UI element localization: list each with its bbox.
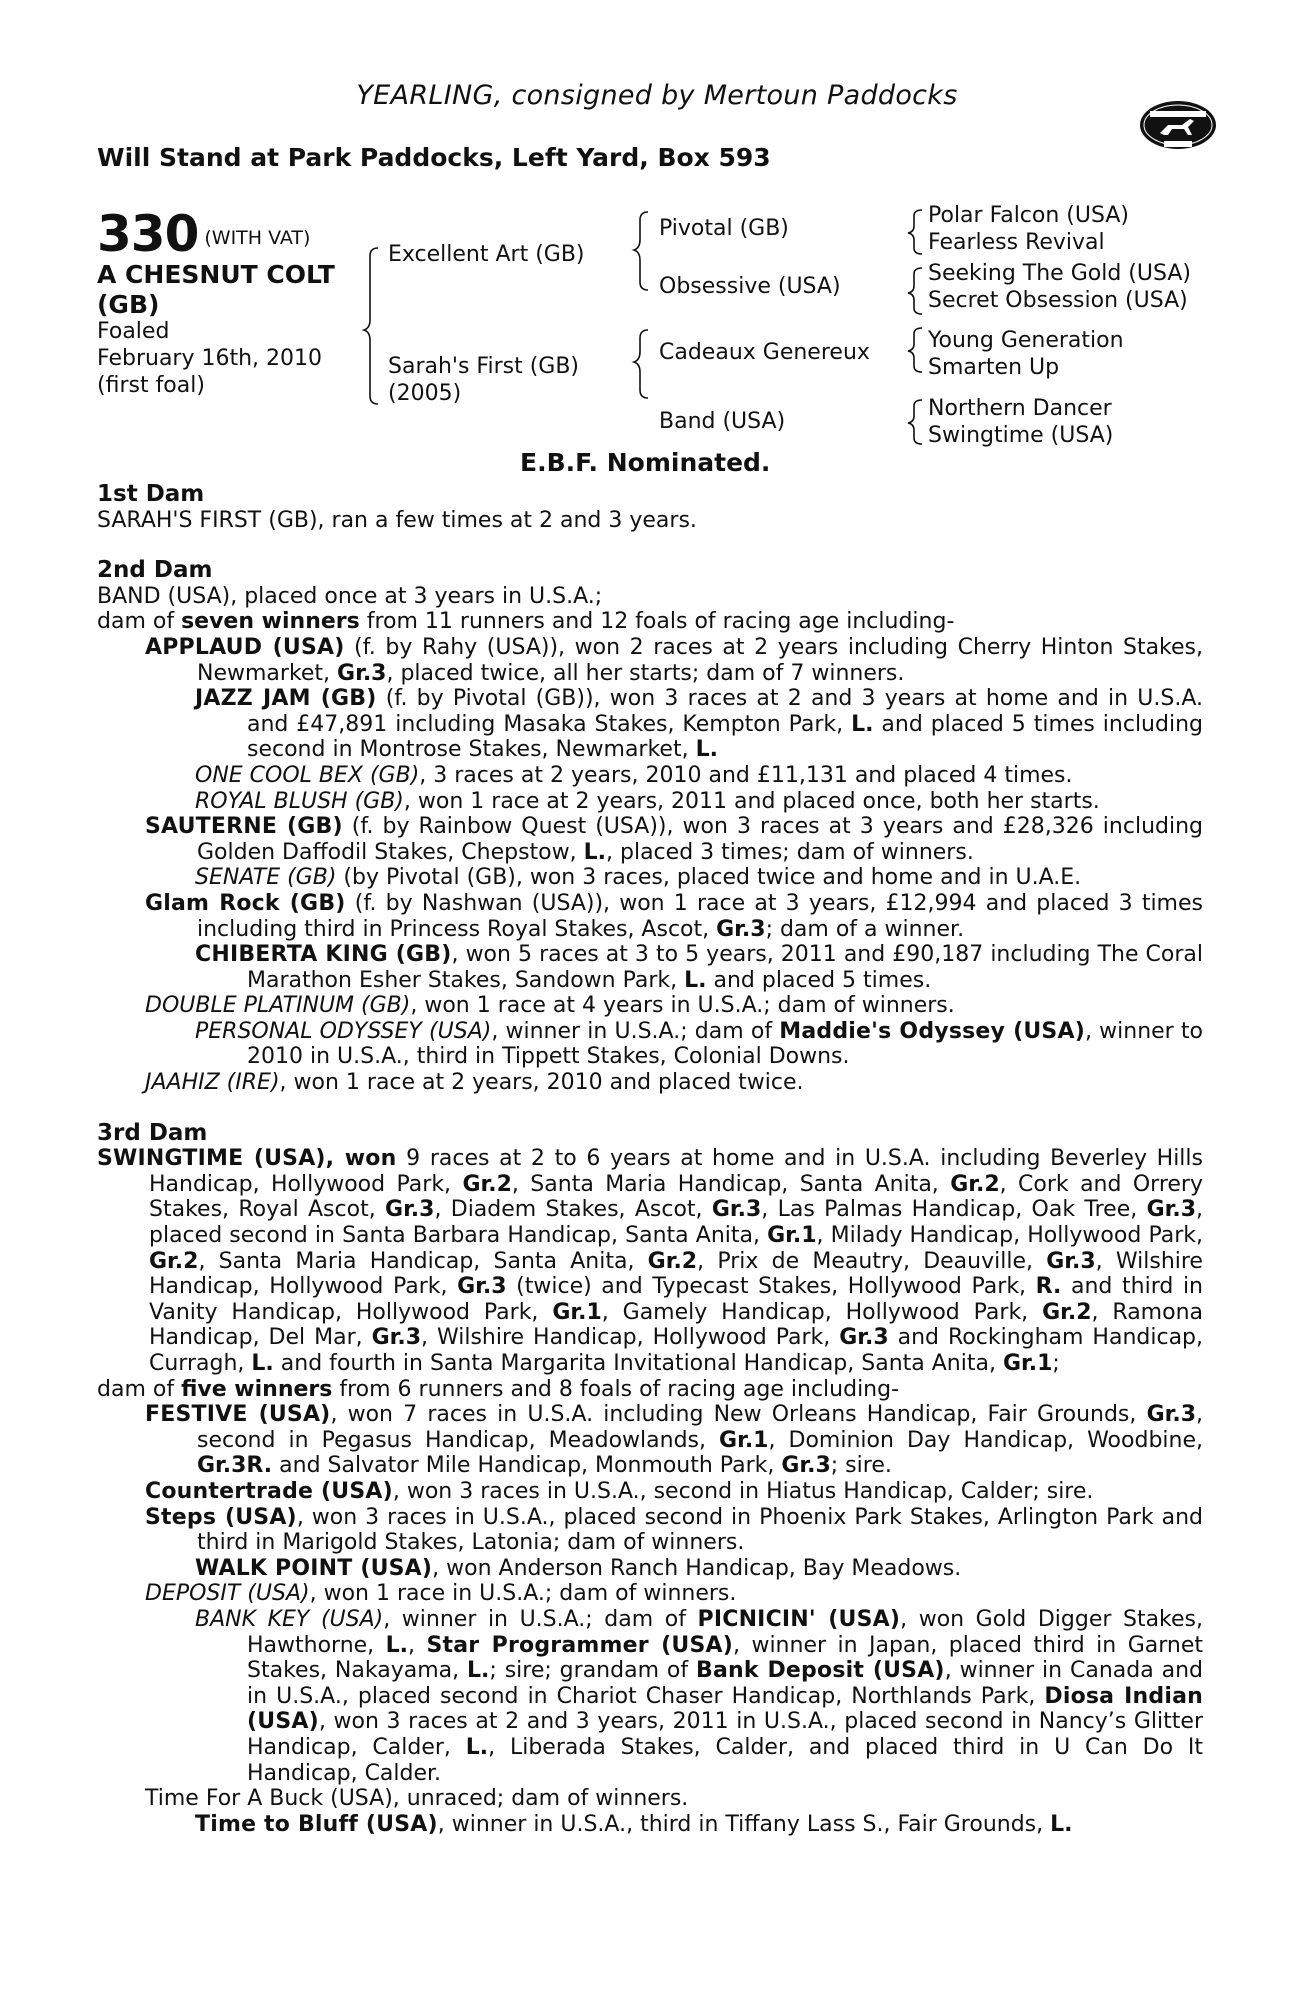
sire-dam: Obsessive (USA) <box>659 274 841 299</box>
entry-chiberta-king: CHIBERTA KING (GB), won 5 races at 3 to 5 years, 2011 and £90,187 including The Coral Marathon Esher Stakes, Sandown Park, L. and placed 5 times. <box>195 942 1204 993</box>
dam-name: Sarah's First (GB) <box>388 354 580 379</box>
entry-countertrade: Countertrade (USA), won 3 races in U.S.A., second in Hiatus Handicap, Calder; sire. <box>145 1478 1094 1504</box>
second-dam-produce: dam of seven winners from 11 runners and 12 foals of racing age including- <box>97 609 955 635</box>
granddam-3: Smarten Up <box>928 355 1060 380</box>
sire-name: Excellent Art (GB) <box>388 242 585 267</box>
dam-dam: Band (USA) <box>659 409 786 434</box>
pedigree-braces <box>0 0 1314 470</box>
entry-sauterne: SAUTERNE (GB) (f. by Rainbow Quest (USA)), won 3 races at 3 years and £28,326 including Golden Daffodil Stakes, Chepstow, L., placed 3 times; dam of winners. <box>145 814 1203 865</box>
foaled-note: (first foal) <box>97 373 205 398</box>
second-dam-heading: 2nd Dam <box>97 557 213 584</box>
entry-deposit: DEPOSIT (USA), won 1 race in U.S.A.; dam of winners. <box>145 1581 737 1607</box>
entry-jazz-jam: JAZZ JAM (GB) (f. by Pivotal (GB)), won 3 races at 2 and 3 years at home and in U.S.A. and £47,891 including Masaka Stakes, Kempton Park, L. and placed 5 times including second in Montrose Stakes, Newmarket, L. <box>195 686 1203 763</box>
lot-name: A CHESNUT COLT <box>97 260 335 289</box>
lot-number: 330 <box>97 205 199 263</box>
entry-festive: FESTIVE (USA), won 7 races in U.S.A. including New Orleans Handicap, Fair Grounds, Gr.3, second in Pegasus Handicap, Meadowlands, Gr.1, Dominion Day Handicap, Woodbine, Gr.3R. and Salvator Mile Handicap, Monmouth Park, Gr.3; sire. <box>145 1402 1203 1479</box>
entry-personal-odyssey: PERSONAL ODYSSEY (USA), winner in U.S.A.; dam of Maddie's Odyssey (USA), winner to 2010 in U.S.A., third in Tippett Stakes, Colonial Downs. <box>195 1018 1203 1070</box>
entry-double-platinum: DOUBLE PLATINUM (GB), won 1 race at 4 years in U.S.A.; dam of winners. <box>145 993 955 1019</box>
sire-sire: Pivotal (GB) <box>659 216 789 241</box>
grandsire-2: Seeking The Gold (USA) <box>928 261 1191 286</box>
entry-swingtime: SWINGTIME (USA), won 9 races at 2 to 6 years at home and in U.S.A. including Beverley Hills Handicap, Hollywood Park, Gr.2, Santa Maria Handicap, Santa Anita, Gr.2, Cork and Orrery Stakes, Royal Ascot, Gr.3, Diadem Stakes, Ascot, Gr.3, Las Palmas Handicap, Oak Tree, Gr.3, placed second in Santa Barbara Handicap, Santa Anita, Gr.1, Milady Handicap, Hollywood Park, Gr.2, Santa Maria Handicap, Santa Anita, Gr.2, Prix de Meautry, Deauville, Gr.3, Wilshire Handicap, Hollywood Park, Gr.3 (twice) and Typecast Stakes, Hollywood Park, R. and third in Vanity Handicap, Hollywood Park, Gr.1, Gamely Handicap, Hollywood Park, Gr.2, Ramona Handicap, Del Mar, Gr.3, Wilshire Handicap, Hollywood Park, Gr.3 and Rockingham Handicap, Curragh, L. and fourth in Santa Margarita Invitational Handicap, Santa Anita, Gr.1; <box>97 1146 1204 1376</box>
grandsire-3: Young Generation <box>928 328 1124 353</box>
entry-walk-point: WALK POINT (USA), won Anderson Ranch Handicap, Bay Meadows. <box>195 1555 962 1581</box>
ebf-nominated: E.B.F. Nominated. <box>520 448 771 477</box>
second-dam-line: BAND (USA), placed once at 3 years in U.S.A.; <box>97 583 603 609</box>
entry-jaahiz: JAAHIZ (IRE), won 1 race at 2 years, 2010 and placed twice. <box>145 1070 804 1096</box>
entry-glam-rock: Glam Rock (GB) (f. by Nashwan (USA)), won 1 race at 3 years, £12,994 and placed 3 times including third in Princess Royal Stakes, Ascot, Gr.3; dam of a winner. <box>145 890 1203 942</box>
first-dam-heading: 1st Dam <box>97 481 205 507</box>
dam-year: (2005) <box>388 381 462 406</box>
entry-steps: Steps (USA), won 3 races in U.S.A., placed second in Phoenix Park Stakes, Arlington Park and third in Marigold Stakes, Latonia; dam of winners. <box>145 1504 1203 1556</box>
granddam-1: Fearless Revival <box>928 230 1105 255</box>
foaled-label: Foaled <box>97 319 170 344</box>
granddam-2: Secret Obsession (USA) <box>928 288 1188 313</box>
grandsire-4: Northern Dancer <box>928 396 1112 421</box>
granddam-4: Swingtime (USA) <box>928 423 1114 448</box>
dam-sire: Cadeaux Genereux <box>659 340 870 365</box>
entry-senate: SENATE (GB) (by Pivotal (GB), won 3 races, placed twice and home and in U.A.E. <box>195 865 1082 891</box>
page-title: YEARLING, consigned by Mertoun Paddocks <box>356 80 958 111</box>
third-dam-produce: dam of five winners from 6 runners and 8 foals of racing age including- <box>97 1376 900 1402</box>
third-dam-heading: 3rd Dam <box>97 1119 208 1146</box>
entry-time-to-bluff: Time to Bluff (USA), winner in U.S.A., third in Tiffany Lass S., Fair Grounds, L. <box>195 1811 1073 1837</box>
vat-note: (WITH VAT) <box>204 227 311 249</box>
first-dam-text: SARAH'S FIRST (GB), ran a few times at 2 and 3 years. <box>97 507 697 533</box>
grandsire-1: Polar Falcon (USA) <box>928 203 1129 228</box>
lot-country: (GB) <box>97 290 160 319</box>
entry-time-for-a-buck: Time For A Buck (USA), unraced; dam of winners. <box>145 1786 689 1812</box>
entry-bank-key: BANK KEY (USA), winner in U.S.A.; dam of PICNICIN' (USA), won Gold Digger Stakes, Hawthorne, L., Star Programmer (USA), winner in Japan, placed third in Garnet Stakes, Nakayama, L.; sire; grandam of Bank Deposit (USA), winner in Canada and in U.S.A., placed second in Chariot Chaser Handicap, Northlands Park, Diosa Indian (USA), won 3 races at 2 and 3 years, 2011 in U.S.A., placed second in Nancy’s Glitter Handicap, Calder, L., Liberada Stakes, Calder, and placed third in U Can Do It Handicap, Calder. <box>195 1606 1204 1786</box>
entry-one-cool-bex: ONE COOL BEX (GB), 3 races at 2 years, 2010 and £11,131 and placed 4 times. <box>195 762 1073 788</box>
entry-applaud: APPLAUD (USA) (f. by Rahy (USA)), won 2 races at 2 years including Cherry Hinton Stakes, Newmarket, Gr.3, placed twice, all her starts; dam of 7 winners. <box>145 634 1203 686</box>
foaled-date: February 16th, 2010 <box>97 346 323 371</box>
catalogue-body <box>97 480 1203 1837</box>
entry-royal-blush: ROYAL BLUSH (GB), won 1 race at 2 years, 2011 and placed once, both her starts. <box>195 788 1100 814</box>
stand-location: Will Stand at Park Paddocks, Left Yard, Box 593 <box>97 143 771 172</box>
